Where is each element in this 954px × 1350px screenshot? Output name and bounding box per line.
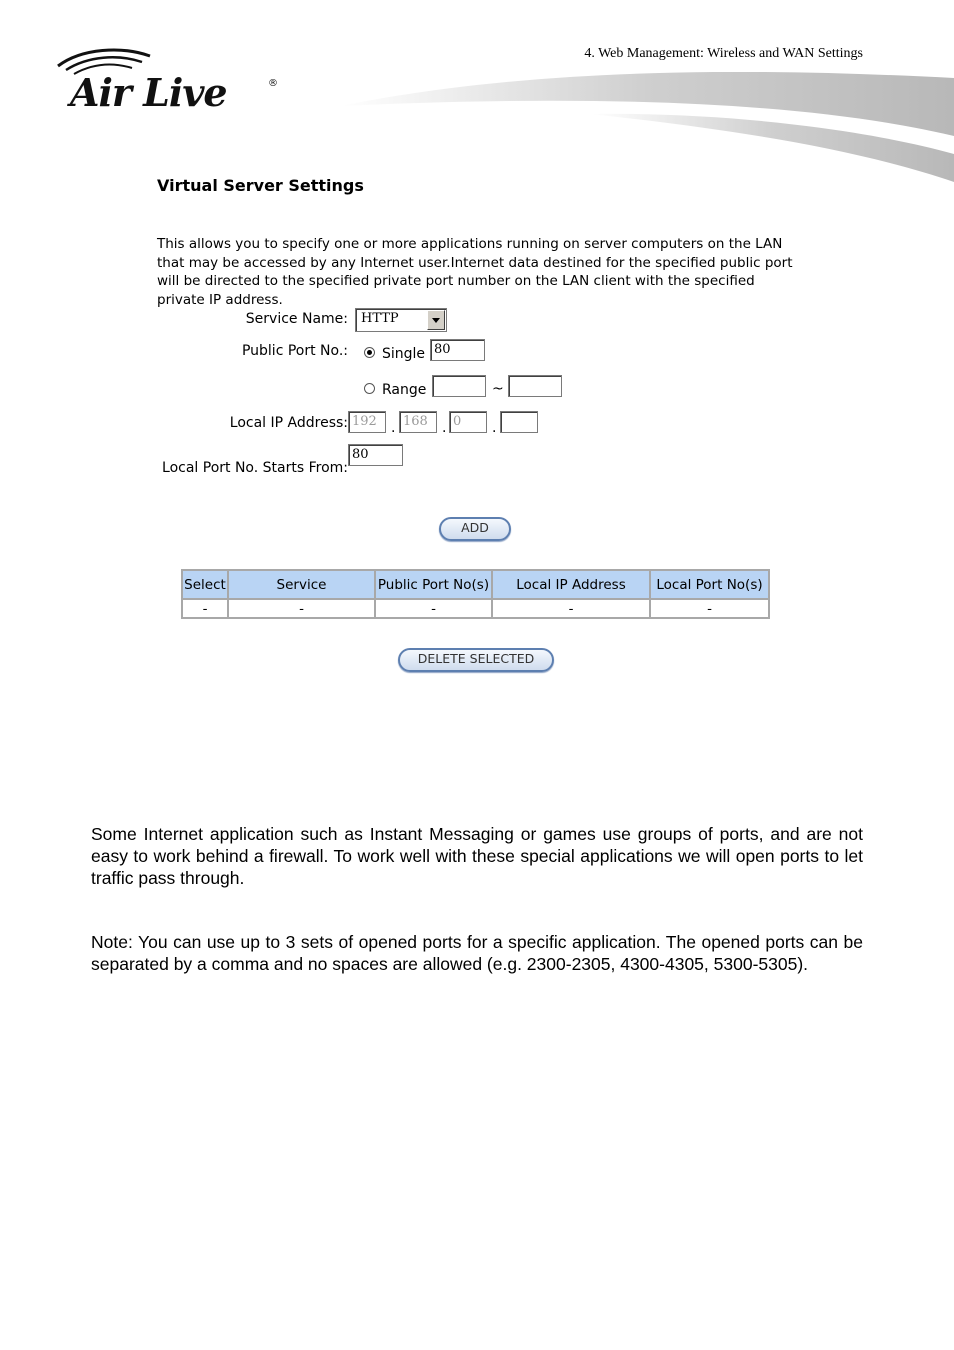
table-header-local-port: Local Port No(s) [650,570,769,599]
ip-dot-1: . [391,420,396,436]
service-name-label: Service Name: [245,311,348,327]
add-button[interactable]: ADD [439,517,511,541]
table-header-row [182,570,769,599]
local-port-input[interactable]: 80 [348,444,403,466]
paragraph-port-groups: Some Internet application such as Instant Messaging or games use groups of ports, and are not easy to work behind a firewall. To work well with these special applications we will open ports to let traffic pass through. [91,824,863,888]
table-row [182,599,769,618]
virtual-server-table [181,569,770,619]
table-cell: - [182,599,228,618]
chevron-down-icon[interactable] [427,310,445,330]
svg-text:Air Live: Air Live [70,70,227,115]
table-header-public-port: Public Port No(s) [375,570,492,599]
range-from-input[interactable] [432,375,486,397]
table-header-select: Select [182,570,228,599]
chapter-header: 4. Web Management: Wireless and WAN Settings [584,46,863,61]
paragraph-note: Note: You can use up to 3 sets of opened ports for a specific application. The opened ports can be separated by a comma and no spaces are allowed (e.g. 2300-2305, 4300-4305, 5300-5305). [91,932,863,974]
local-port-label: Local Port No. Starts From: [162,460,348,476]
single-label: Single [382,346,426,362]
ip-octet-1-input[interactable]: 192 [348,411,386,433]
range-separator: ~ [492,381,504,397]
range-label: Range [382,382,427,398]
table-cell: - [492,599,650,618]
ip-dot-2: . [442,420,447,436]
table-cell: - [375,599,492,618]
virtual-server-title: Virtual Server Settings [157,176,364,195]
header-swoosh-decoration [340,72,954,192]
svg-text:®: ® [268,78,278,89]
table-cell: - [650,599,769,618]
single-radio[interactable] [364,347,375,358]
ip-octet-2-input[interactable]: 168 [399,411,437,433]
single-port-input[interactable]: 80 [430,339,485,361]
ip-dot-3: . [492,420,497,436]
ip-octet-4-input[interactable] [500,411,538,433]
service-name-value: HTTP [361,311,399,326]
ip-octet-3-input[interactable]: 0 [449,411,487,433]
range-radio[interactable] [364,383,375,394]
airlive-logo-graphic [52,44,292,116]
virtual-server-description: This allows you to specify one or more applications running on server computers on the LAN that may be accessed by any Internet user.Internet data destined for the specified public port will be directed to the specified private port number on the LAN client with the specified private IP address. [157,236,793,308]
local-ip-label: Local IP Address: [229,415,348,431]
service-name-select[interactable] [355,308,447,332]
public-port-label: Public Port No.: [241,343,348,359]
table-header-local-ip: Local IP Address [492,570,650,599]
airlive-logo [52,44,292,116]
table-cell: - [228,599,375,618]
delete-selected-button[interactable]: DELETE SELECTED [398,648,554,672]
table-header-service: Service [228,570,375,599]
range-to-input[interactable] [508,375,562,397]
